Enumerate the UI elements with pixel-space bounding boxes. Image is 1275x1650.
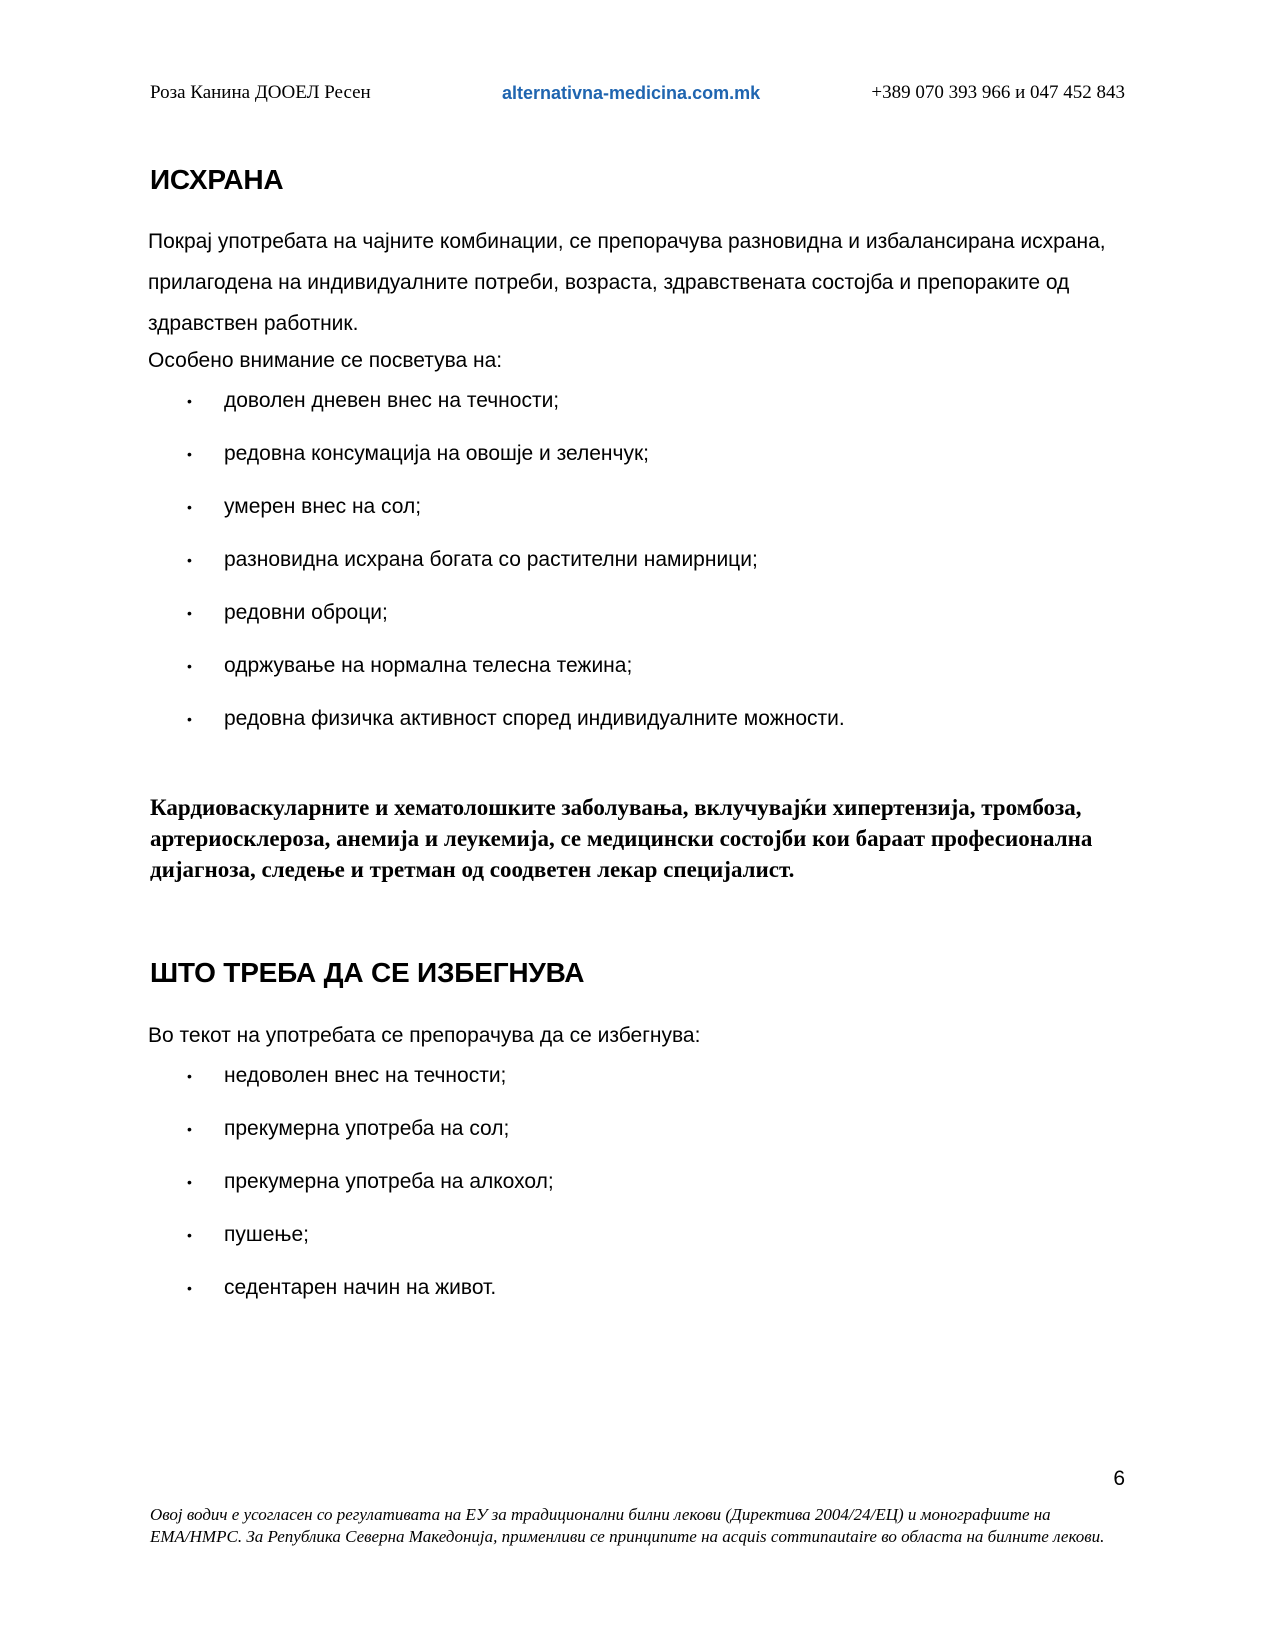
list-item xyxy=(0,386,1200,416)
nutrition-list-intro: Особено внимание се посветува на: xyxy=(148,349,503,372)
bullet-icon: • xyxy=(187,711,192,727)
bullet-icon: • xyxy=(187,658,192,674)
list-item-text: умерен внес на сол; xyxy=(224,495,422,518)
bullet-icon: • xyxy=(187,393,192,409)
list-item xyxy=(0,492,1200,522)
list-item-text: седентарен начин на живот. xyxy=(224,1276,497,1299)
avoid-list-intro: Во текот на употребата се препорачува да се избегнува: xyxy=(148,1024,701,1047)
list-item-text: прекумерна употреба на сол; xyxy=(224,1117,510,1140)
list-item xyxy=(0,1061,1200,1091)
list-item xyxy=(0,651,1200,681)
bullet-icon: • xyxy=(187,499,192,515)
list-item xyxy=(0,1273,1200,1303)
bullet-icon: • xyxy=(187,552,192,568)
section-title-avoid: ШТО ТРЕБА ДА СЕ ИЗБЕГНУВА xyxy=(150,957,585,988)
list-item xyxy=(0,439,1200,469)
list-item-text: доволен дневен внес на течности; xyxy=(224,389,560,412)
section-title-nutrition: ИСХРАНА xyxy=(150,164,284,195)
list-item-text: недоволен внес на течности; xyxy=(224,1064,507,1087)
list-item xyxy=(0,1114,1200,1144)
header-phones: +389 070 393 966 и 047 452 843 xyxy=(871,82,1125,103)
list-item-text: разновидна исхрана богата со растителни намирници; xyxy=(224,548,758,571)
list-item-text: редовни оброци; xyxy=(224,601,388,624)
list-item-text: одржување на нормална телесна тежина; xyxy=(224,654,633,677)
bullet-icon: • xyxy=(187,605,192,621)
list-item xyxy=(0,704,1200,734)
list-item-text: редовна консумација на овошје и зеленчук; xyxy=(224,442,649,465)
bullet-icon: • xyxy=(187,1068,192,1084)
page-number: 6 xyxy=(1113,1467,1125,1490)
bullet-icon: • xyxy=(187,1227,192,1243)
footer-disclaimer: Овој водич е усогласен со регулативата на ЕУ за традиционални билни лекови (Директива 2004/24/ЕЦ) и монографиите на ЕМА/HMPC. За Република Северна Македонија, применливи се принципите на acquis communautaire во областа на билните лекови. xyxy=(150,1505,1105,1546)
header-company: Роза Канина ДООЕЛ Ресен xyxy=(150,82,371,103)
list-item-text: прекумерна употреба на алкохол; xyxy=(224,1170,554,1193)
list-item xyxy=(0,598,1200,628)
list-item-text: редовна физичка активност според индивидуалните можности. xyxy=(224,707,845,730)
bullet-icon: • xyxy=(187,1280,192,1296)
bullet-icon: • xyxy=(187,1121,192,1137)
list-item xyxy=(0,1220,1200,1250)
nutrition-paragraph: Покрај употребата на чајните комбинации, се препорачува разновидна и избалансирана исхрана, прилагодена на индивидуалните потреби, возраста, здравствената состојба и препораките од здравствен работник. xyxy=(148,230,1106,335)
list-item xyxy=(0,1167,1200,1197)
bullet-icon: • xyxy=(187,446,192,462)
header-website-link[interactable]: alternativna-medicina.com.mk xyxy=(502,83,761,103)
list-item xyxy=(0,545,1200,575)
bullet-icon: • xyxy=(187,1174,192,1190)
medical-warning: Кардиоваскуларните и хематолошките заболувања, вклучувајќи хипертензија, тромбоза, артериосклероза, анемија и леукемија, се медицински состојби кои бараат професионална дијагноза, следење и третман од соодветен лекар специјалист. xyxy=(150,795,1093,882)
list-item-text: пушење; xyxy=(224,1223,309,1246)
